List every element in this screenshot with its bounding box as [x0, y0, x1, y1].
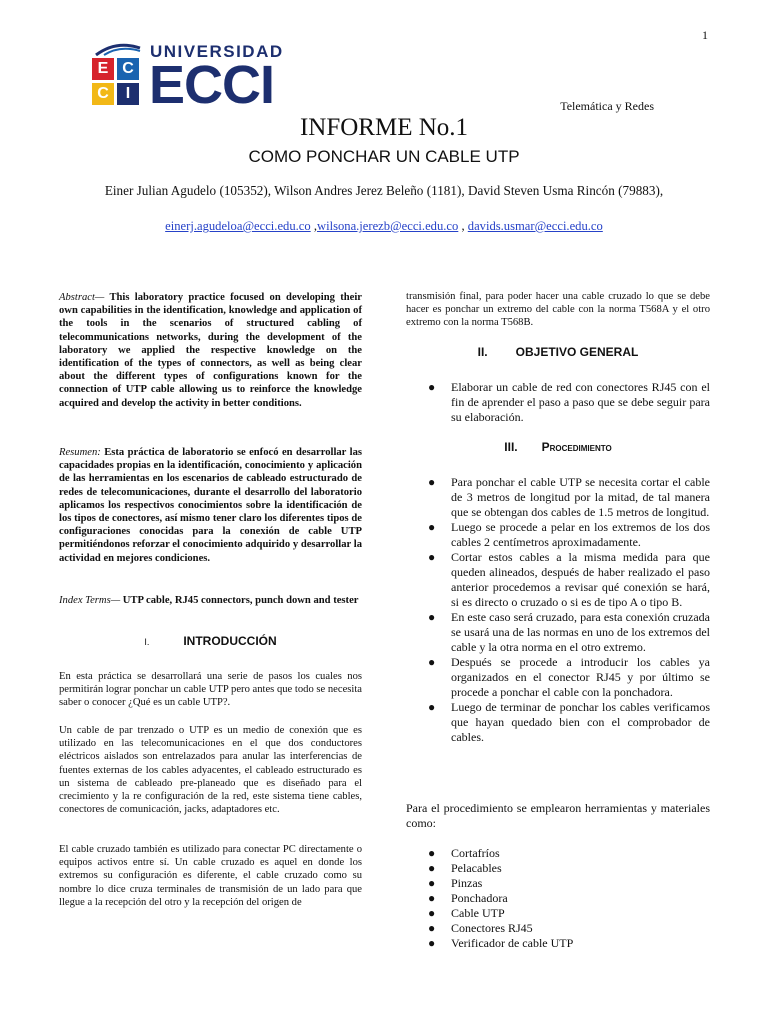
section-number: III.	[504, 440, 518, 454]
page-title: INFORME No.1	[299, 114, 469, 141]
logo-universidad: UNIVERSIDAD	[150, 42, 284, 61]
material-item: Pinzas	[451, 876, 483, 890]
list-item	[406, 655, 710, 700]
bullet-icon: ●	[428, 700, 436, 714]
material-item: Cable UTP	[451, 906, 505, 920]
list-item	[406, 475, 710, 520]
section-number: I.	[144, 637, 150, 647]
list-item	[406, 921, 710, 936]
procedure-step: Para ponchar el cable UTP se necesita cortar el cable de 3 metros de longitud por la mitad, de tal manera que se obtengan dos cables de 1.5 metros de longitud.	[451, 475, 710, 519]
page-subtitle: COMO PONCHAR UN CABLE UTP	[248, 147, 520, 166]
index-terms-label: Index Terms—	[59, 595, 121, 606]
index-terms	[59, 594, 362, 607]
bullet-icon: ●	[428, 936, 436, 950]
section-title: INTRODUCCIÓN	[183, 634, 277, 648]
procedure-list	[406, 475, 710, 745]
index-terms-text: UTP cable, RJ45 connectors, punch down and tester	[120, 595, 359, 606]
university-logo	[92, 42, 284, 115]
list-item	[406, 876, 710, 891]
section-heading-introduccion	[59, 635, 362, 649]
intro-paragraph: Un cable de par trenzado o UTP es un medio de conexión que es utilizado en las telecomunicaciones en el que dos conductores eléctricos aislados son entrelazados para anular las interferencias de fuentes externas de los cables adyacentes, el cableado estructurado es un sistema de cableado pre-planeado que es diseñado para el crecimiento y la re configuración de la red, este sistema tiene cables, conectores de comunicación, jacks, adaptadores etc.	[59, 725, 362, 816]
objective-list	[406, 380, 710, 425]
intro-paragraph: El cable cruzado también es utilizado para conectar PC directamente o equipos activos entre sí. Un cable cruzado es aquel en donde los extremos su configuración es diferente, el cable cruzado como su nombre lo dice cruza terminales de transmisión de un lado para que llegue a la recepción del otro y la recepción del origen de	[59, 844, 362, 908]
abstract-label: Abstract—	[59, 292, 105, 303]
logo-ecci: ECCI	[149, 55, 275, 115]
section-heading-procedimiento	[406, 441, 710, 454]
material-item: Conectores RJ45	[451, 921, 533, 935]
section-title: Procedimiento	[541, 440, 612, 454]
bullet-icon: ●	[428, 876, 436, 890]
list-item	[406, 846, 710, 861]
list-item	[406, 891, 710, 906]
material-item: Ponchadora	[451, 891, 508, 905]
bullet-icon: ●	[428, 921, 436, 935]
logo-arc-icon	[94, 42, 144, 56]
logo-square-e: E	[92, 58, 114, 80]
logo-square-c1: C	[117, 58, 139, 80]
material-item: Verificador de cable UTP	[451, 936, 574, 950]
list-item	[406, 861, 710, 876]
procedure-step: Después se procede a introducir los cables ya organizados en el conector RJ45 y por último se procede a ponchar el cable con la ponchadora.	[451, 655, 710, 699]
intro-paragraph: En esta práctica se desarrollará una serie de pasos los cuales nos permitirán lograr ponchar un cable UTP pero antes que todo se necesita saber o conocer ¿Qué es un cable UTP?.	[59, 671, 362, 709]
procedure-step: Cortar estos cables a la misma medida para que queden alineados, después de haber realizado el paso anterior procedemos a revisar qué conexión se hará, si es directo o cruzado o si es de tipo A o tipo B.	[451, 550, 710, 609]
email-link-1[interactable]: einerj.agudeloa@ecci.edu.co	[165, 219, 311, 233]
bullet-icon: ●	[428, 846, 436, 860]
bullet-icon: ●	[428, 906, 436, 920]
bullet-icon: ●	[428, 655, 436, 669]
procedure-step: Luego se procede a pelar en los extremos de los dos cables 2 centímetros aproximadamente.	[451, 520, 710, 549]
procedure-step: En este caso será cruzado, para esta conexión cruzada se usará una de las normas en uno de los extremos del cable y la otra norma en el otro extremo.	[451, 610, 710, 654]
page-number: 1	[702, 28, 708, 42]
resumen-label: Resumen:	[59, 447, 101, 458]
authors: Einer Julian Agudelo (105352), Wilson Andres Jerez Beleño (1181), David Steven Usma Rincón (79883),	[104, 183, 664, 198]
right-intro-paragraph: transmisión final, para poder hacer una cable cruzado lo que se debe hacer es ponchar un extremo del cable con la norma T568A y el otro extremo con la norma T568B.	[406, 291, 710, 329]
section-heading-objetivo	[406, 346, 710, 359]
list-item	[406, 936, 710, 951]
resumen	[59, 446, 362, 565]
emails	[0, 219, 768, 234]
list-item	[406, 700, 710, 745]
email-link-3[interactable]: davids.usmar@ecci.edu.co	[467, 219, 603, 233]
abstract	[59, 291, 362, 410]
bullet-icon: ●	[428, 610, 436, 624]
bullet-icon: ●	[428, 861, 436, 875]
bullet-icon: ●	[428, 380, 436, 394]
materials-list	[406, 846, 710, 951]
procedure-step: Luego de terminar de ponchar los cables verificamos que hayan quedado bien con el comprobador de cables.	[451, 700, 710, 744]
list-item	[406, 520, 710, 550]
resumen-text: Esta práctica de laboratorio se enfocó en desarrollar las capacidades propias en la identificación, conocimiento y aplicación de las herramientas en los escenarios de cableado estructurado de redes de telecomunicaciones, durante el desarrollo del laboratorio aplicamos los respectivos conocimientos sobre la identificación de los tipos de conectores, así mismo tener claro los diferentes tipos de configuraciones conocidas para la conexión de cable UTP permitiéndonos reforzar el conocimiento adquirido y desarrollar la actividad en mejores condiciones.	[59, 447, 362, 564]
section-title: OBJETIVO GENERAL	[515, 345, 639, 359]
email-separator: ,	[310, 219, 317, 233]
materials-intro: Para el procedimiento se emplearon herramientas y materiales como:	[406, 801, 710, 830]
bullet-icon: ●	[428, 475, 436, 489]
email-link-2[interactable]: wilsona.jerezb@ecci.edu.co	[316, 219, 459, 233]
department: Telemática y Redes	[560, 99, 654, 113]
abstract-text: This laboratory practice focused on developing their own capabilities in the identification, knowledge and application of the tools in the scenarios of structured cabling of telecommunications networks, during the development of the laboratory we applied the respective knowledge on the identification of the types of connectors, as well as being clear about the different types of configurations known for the connection of UTP cable allowing us to reinforce the knowledge acquired and develop the activity in better conditions.	[59, 292, 362, 409]
logo-square-c2: C	[92, 83, 114, 105]
bullet-icon: ●	[428, 520, 436, 534]
material-item: Cortafríos	[451, 846, 500, 860]
objective-text: Elaborar un cable de red con conectores RJ45 con el fin de aprender el paso a paso que se debe seguir para su elaboración.	[451, 380, 710, 424]
list-item	[406, 906, 710, 921]
section-number: II.	[477, 345, 488, 359]
bullet-icon: ●	[428, 891, 436, 905]
email-separator: ,	[458, 219, 468, 233]
bullet-icon: ●	[428, 550, 436, 564]
material-item: Pelacables	[451, 861, 502, 875]
list-item	[406, 610, 710, 655]
list-item	[406, 380, 710, 425]
logo-square-i: I	[117, 83, 139, 105]
list-item	[406, 550, 710, 610]
